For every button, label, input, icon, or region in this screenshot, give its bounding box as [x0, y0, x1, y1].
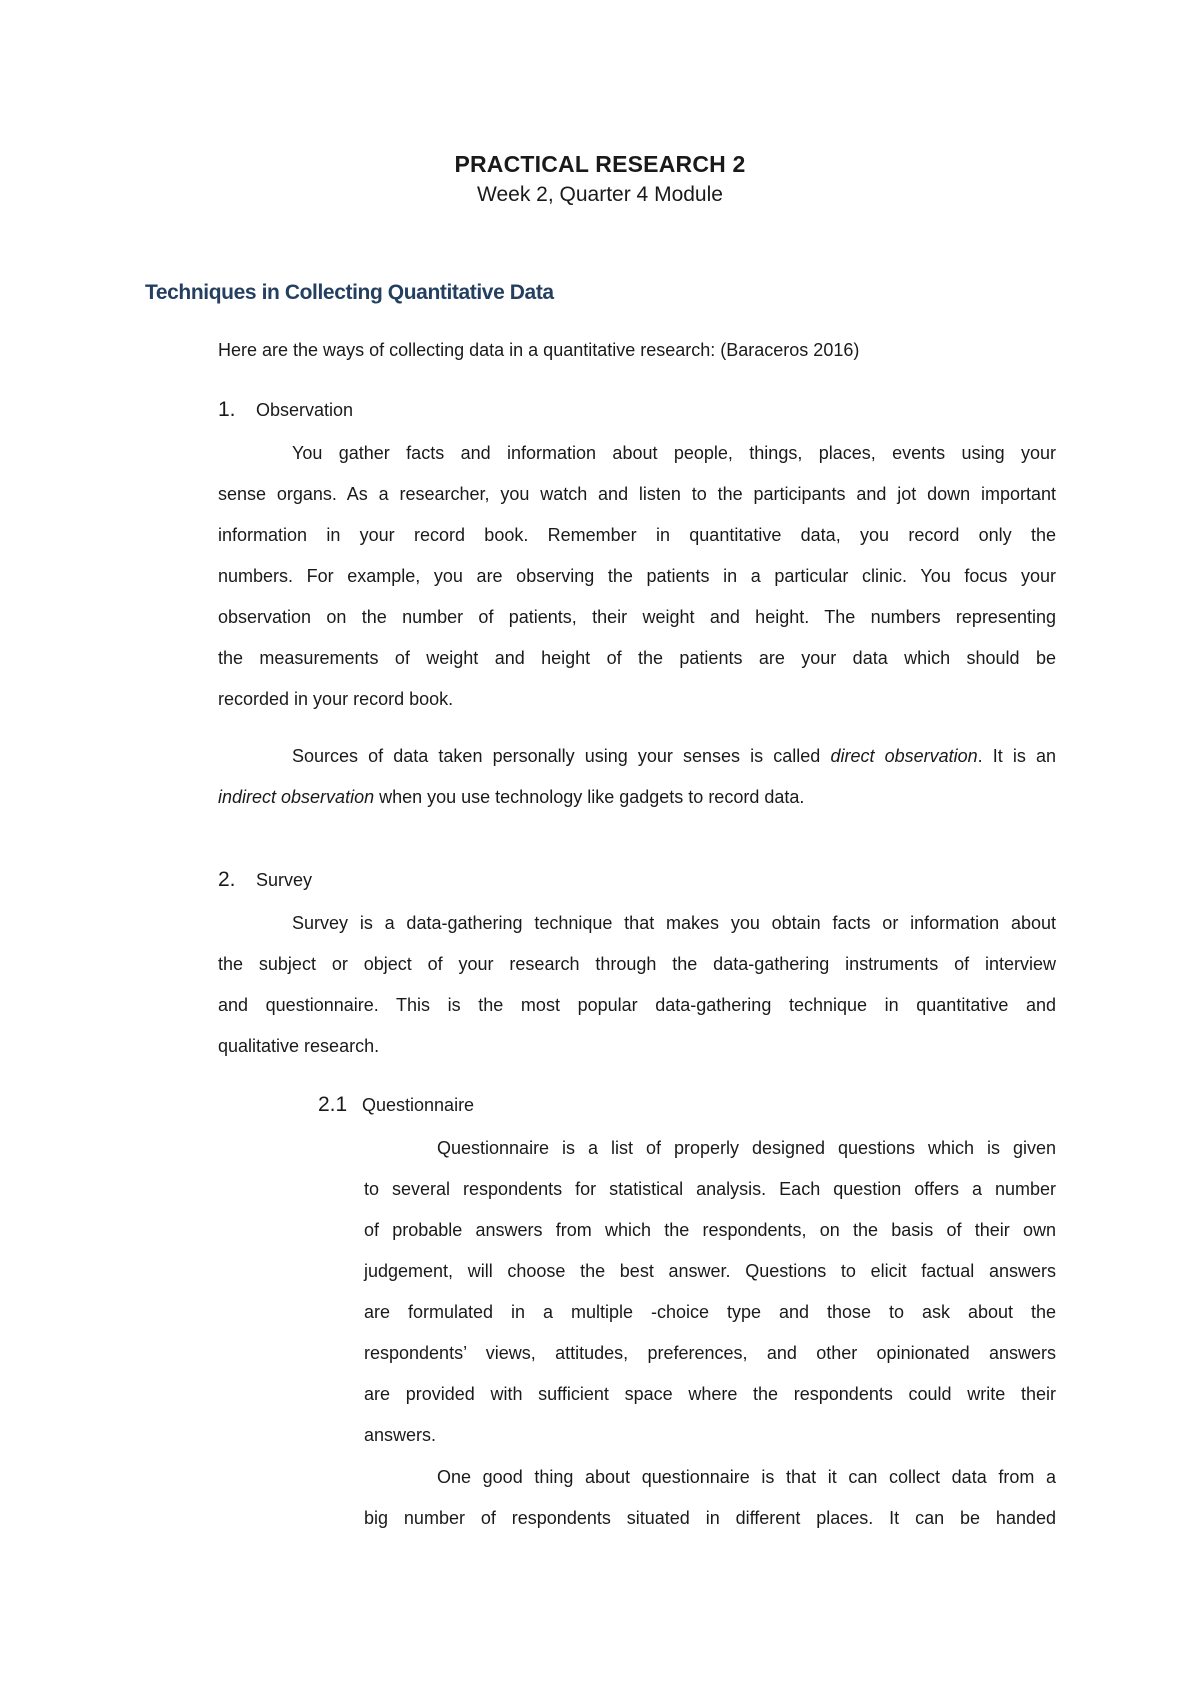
item-number: 2. [218, 868, 236, 891]
paragraph-line: You gather facts and information about people, things, places, events using your [292, 443, 1056, 463]
paragraph-line: to several respondents for statistical analysis. Each question offers a number [364, 1179, 1056, 1199]
paragraph-line: Questionnaire is a list of properly designed questions which is given [437, 1138, 1056, 1158]
observation-paragraph-1 [218, 433, 1056, 720]
paragraph-line: the measurements of weight and height of the patients are your data which should be [218, 648, 1056, 668]
paragraph-line: of probable answers from which the respondents, on the basis of their own [364, 1220, 1056, 1240]
document-subtitle: Week 2, Quarter 4 Module [477, 183, 723, 206]
paragraph-line: answers. [364, 1425, 437, 1445]
observation-paragraph-2 [218, 736, 1056, 818]
intro-sentence: Here are the ways of collecting data in a quantitative research: (Baraceros 2016) [218, 340, 860, 360]
paragraph-line: Survey is a data-gathering technique that makes you obtain facts or information about [292, 913, 1056, 933]
paragraph-line: respondents’ views, attitudes, preferences, and other opinionated answers [364, 1343, 1056, 1363]
paragraph-line [218, 736, 1056, 777]
paragraph-line: are provided with sufficient space where the respondents could write their [364, 1384, 1056, 1404]
paragraph-line: sense organs. As a researcher, you watch and listen to the participants and jot down important [218, 484, 1056, 504]
text-run: when you use technology like gadgets to record data. [374, 787, 805, 807]
paragraph-line: recorded in your record book. [218, 689, 454, 709]
paragraph-line: observation on the number of patients, their weight and height. The numbers representing [218, 607, 1056, 627]
paragraph-line: qualitative research. [218, 1036, 380, 1056]
paragraph-line: information in your record book. Remember in quantitative data, you record only the [218, 525, 1056, 545]
item-heading-questionnaire [318, 1093, 474, 1117]
paragraph-line: One good thing about questionnaire is that it can collect data from a [437, 1467, 1056, 1487]
questionnaire-paragraph-1 [364, 1128, 1056, 1456]
survey-paragraph [218, 903, 1056, 1067]
section-heading: Techniques in Collecting Quantitative Data [145, 281, 554, 304]
item-heading-observation [218, 398, 353, 422]
item-heading-survey [218, 868, 312, 892]
paragraph-line: big number of respondents situated in different places. It can be handed [364, 1508, 1056, 1528]
paragraph-line [218, 777, 1056, 818]
paragraph-line: are formulated in a multiple -choice type and those to ask about the [364, 1302, 1056, 1322]
item-number: 1. [218, 398, 236, 421]
document-title: PRACTICAL RESEARCH 2 [454, 151, 746, 177]
paragraph-line: the subject or object of your research through the data-gathering instruments of interview [218, 954, 1056, 974]
paragraph-line: numbers. For example, you are observing the patients in a particular clinic. You focus your [218, 566, 1056, 586]
item-number: 2.1 [318, 1093, 348, 1116]
item-label: Survey [256, 870, 313, 890]
paragraph-line: judgement, will choose the best answer. Questions to elicit factual answers [364, 1261, 1056, 1281]
paragraph-line: and questionnaire. This is the most popular data-gathering technique in quantitative and [218, 995, 1056, 1015]
questionnaire-paragraph-2 [364, 1457, 1056, 1539]
direct-observation-term: direct observation [830, 746, 978, 766]
text-run: Sources of data taken personally using your senses is called [292, 746, 831, 766]
text-run: . It is an [977, 746, 1057, 766]
indirect-observation-term: indirect observation [218, 787, 375, 807]
item-label: Observation [256, 400, 354, 420]
item-label: Questionnaire [362, 1095, 475, 1115]
